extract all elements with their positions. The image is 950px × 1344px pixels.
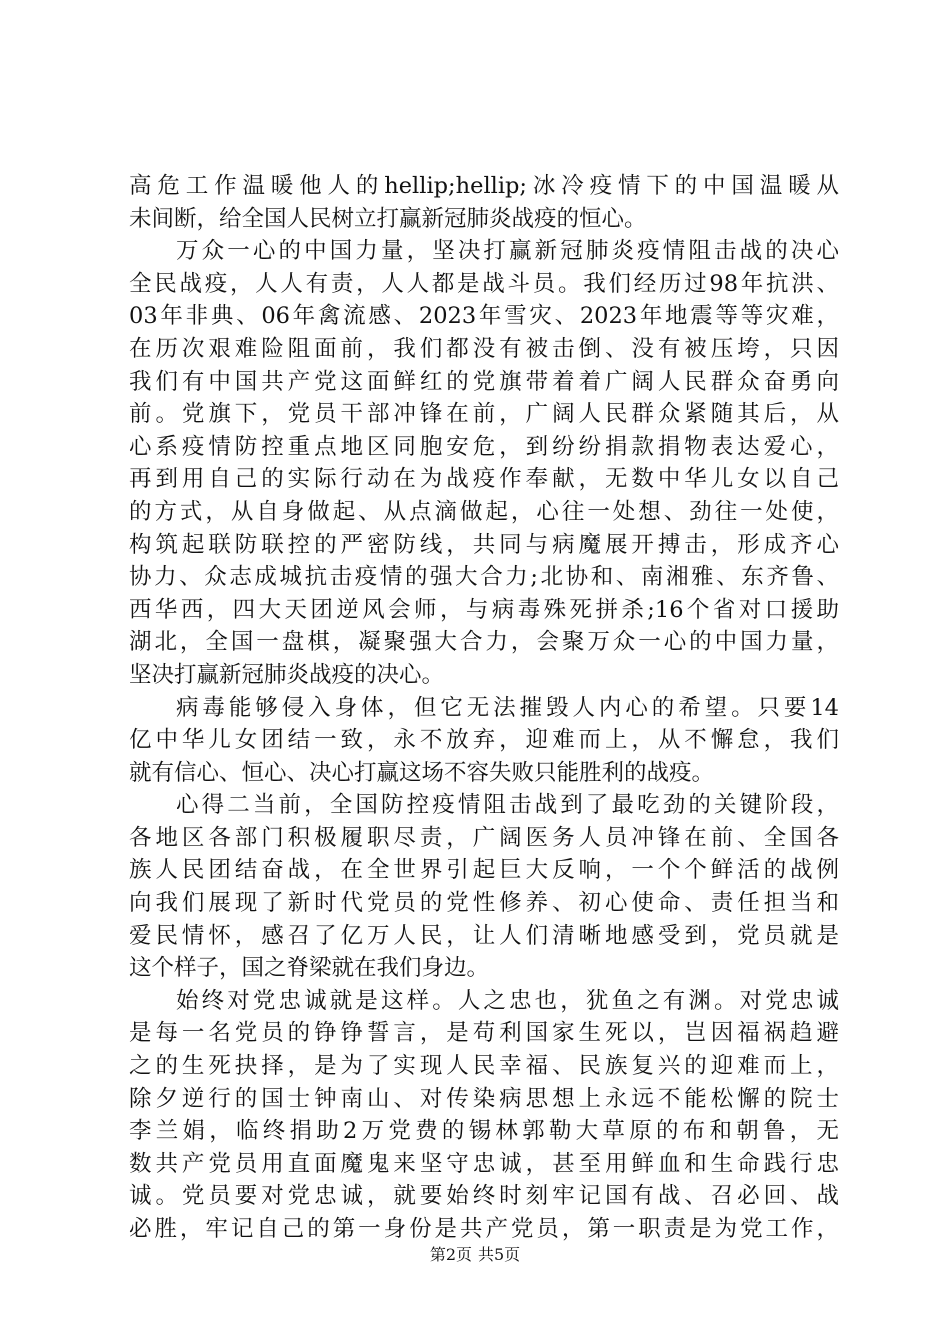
- text-line: 再到用自己的实际行动在为战疫作奉献，无数中华儿女以自己: [129, 466, 839, 493]
- page-total: 共5页: [478, 1245, 521, 1264]
- text-line: 除夕逆行的国士钟南山、对传染病思想上永远不能松懈的院士: [129, 1085, 839, 1112]
- text-line: 之的生死抉择，是为了实现人民幸福、民族复兴的迎难而上，: [129, 1053, 839, 1080]
- text-line: 协力、众志成城抗击疫情的强大合力;北协和、南湘雅、东齐鲁、: [129, 564, 839, 591]
- text-line: 全民战疫，人人有责，人人都是战斗员。我们经历过98年抗洪、: [129, 270, 839, 297]
- text-line: 诚。党员要对党忠诚，就要始终时刻牢记国有战、召必回、战: [129, 1183, 839, 1210]
- text-line: 向我们展现了新时代党员的党性修养、初心使命、责任担当和: [129, 890, 839, 917]
- text-line: 病毒能够侵入身体，但它无法摧毁人内心的希望。只要14: [176, 694, 839, 721]
- text-line: 我们有中国共产党这面鲜红的党旗带着着广阔人民群众奋勇向: [129, 368, 839, 395]
- text-line: 族人民团结奋战，在全世界引起巨大反响，一个个鲜活的战例: [129, 857, 839, 884]
- page-footer: [0, 1245, 950, 1265]
- text-line: 高危工作温暖他人的hellip;hellip;冰冷疫情下的中国温暖从: [129, 173, 839, 199]
- text-line: 就有信心、恒心、决心打赢这场不容失败只能胜利的战疫。: [129, 759, 715, 786]
- text-line: 这个样子，国之脊梁就在我们身边。: [129, 955, 490, 982]
- text-line: 各地区各部门积极履职尽责，广阔医务人员冲锋在前、全国各: [129, 824, 839, 851]
- text-line: 心得二当前，全国防控疫情阻击战到了最吃劲的关键阶段，: [176, 792, 839, 819]
- text-line: 爱民情怀，感召了亿万人民，让人们清晰地感受到，党员就是: [129, 922, 839, 949]
- paragraph-heading-line: 万众一心的中国力量，坚决打赢新冠肺炎疫情阻击战的决心: [176, 238, 839, 265]
- text-line: 的方式，从自身做起、从点滴做起，心往一处想、劲往一处使，: [129, 498, 839, 525]
- text-line: 亿中华儿女团结一致，永不放弃，迎难而上，从不懈怠，我们: [129, 727, 839, 754]
- document-body: [129, 170, 839, 1246]
- text-line: 必胜，牢记自己的第一身份是共产党员，第一职责是为党工作，: [129, 1216, 839, 1242]
- text-line: 数共产党员用直面魔鬼来坚守忠诚，甚至用鲜血和生命践行忠: [129, 1150, 839, 1177]
- text-line: 心系疫情防控重点地区同胞安危，到纷纷捐款捐物表达爱心，: [129, 433, 839, 460]
- text-line: 构筑起联防联控的严密防线，共同与病魔展开搏击，形成齐心: [129, 531, 839, 558]
- text-line: 是每一名党员的铮铮誓言，是苟利国家生死以，岂因福祸趋避: [129, 1020, 839, 1047]
- text-line: 始终对党忠诚就是这样。人之忠也，犹鱼之有渊。对党忠诚: [176, 987, 839, 1014]
- page-number: 第2页: [429, 1245, 472, 1264]
- text-line: 03年非典、06年禽流感、2023年雪灾、2023年地震等等灾难，: [129, 303, 839, 330]
- text-line: 李兰娟，临终捐助2万党费的锡林郭勒大草原的布和朝鲁，无: [129, 1118, 839, 1145]
- text-line: 未间断，给全国人民树立打赢新冠肺炎战疫的恒心。: [129, 205, 647, 232]
- text-line: 坚决打赢新冠肺炎战疫的决心。: [129, 661, 445, 688]
- text-line: 在历次艰难险阻面前，我们都没有被击倒、没有被压垮，只因: [129, 335, 839, 362]
- text-line: 前。党旗下，党员干部冲锋在前，广阔人民群众紧随其后，从: [129, 401, 839, 428]
- text-line: 西华西，四大天团逆风会师，与病毒殊死拼杀;16个省对口援助: [129, 596, 839, 623]
- text-line: 湖北，全国一盘棋，凝聚强大合力，会聚万众一心的中国力量，: [129, 629, 839, 656]
